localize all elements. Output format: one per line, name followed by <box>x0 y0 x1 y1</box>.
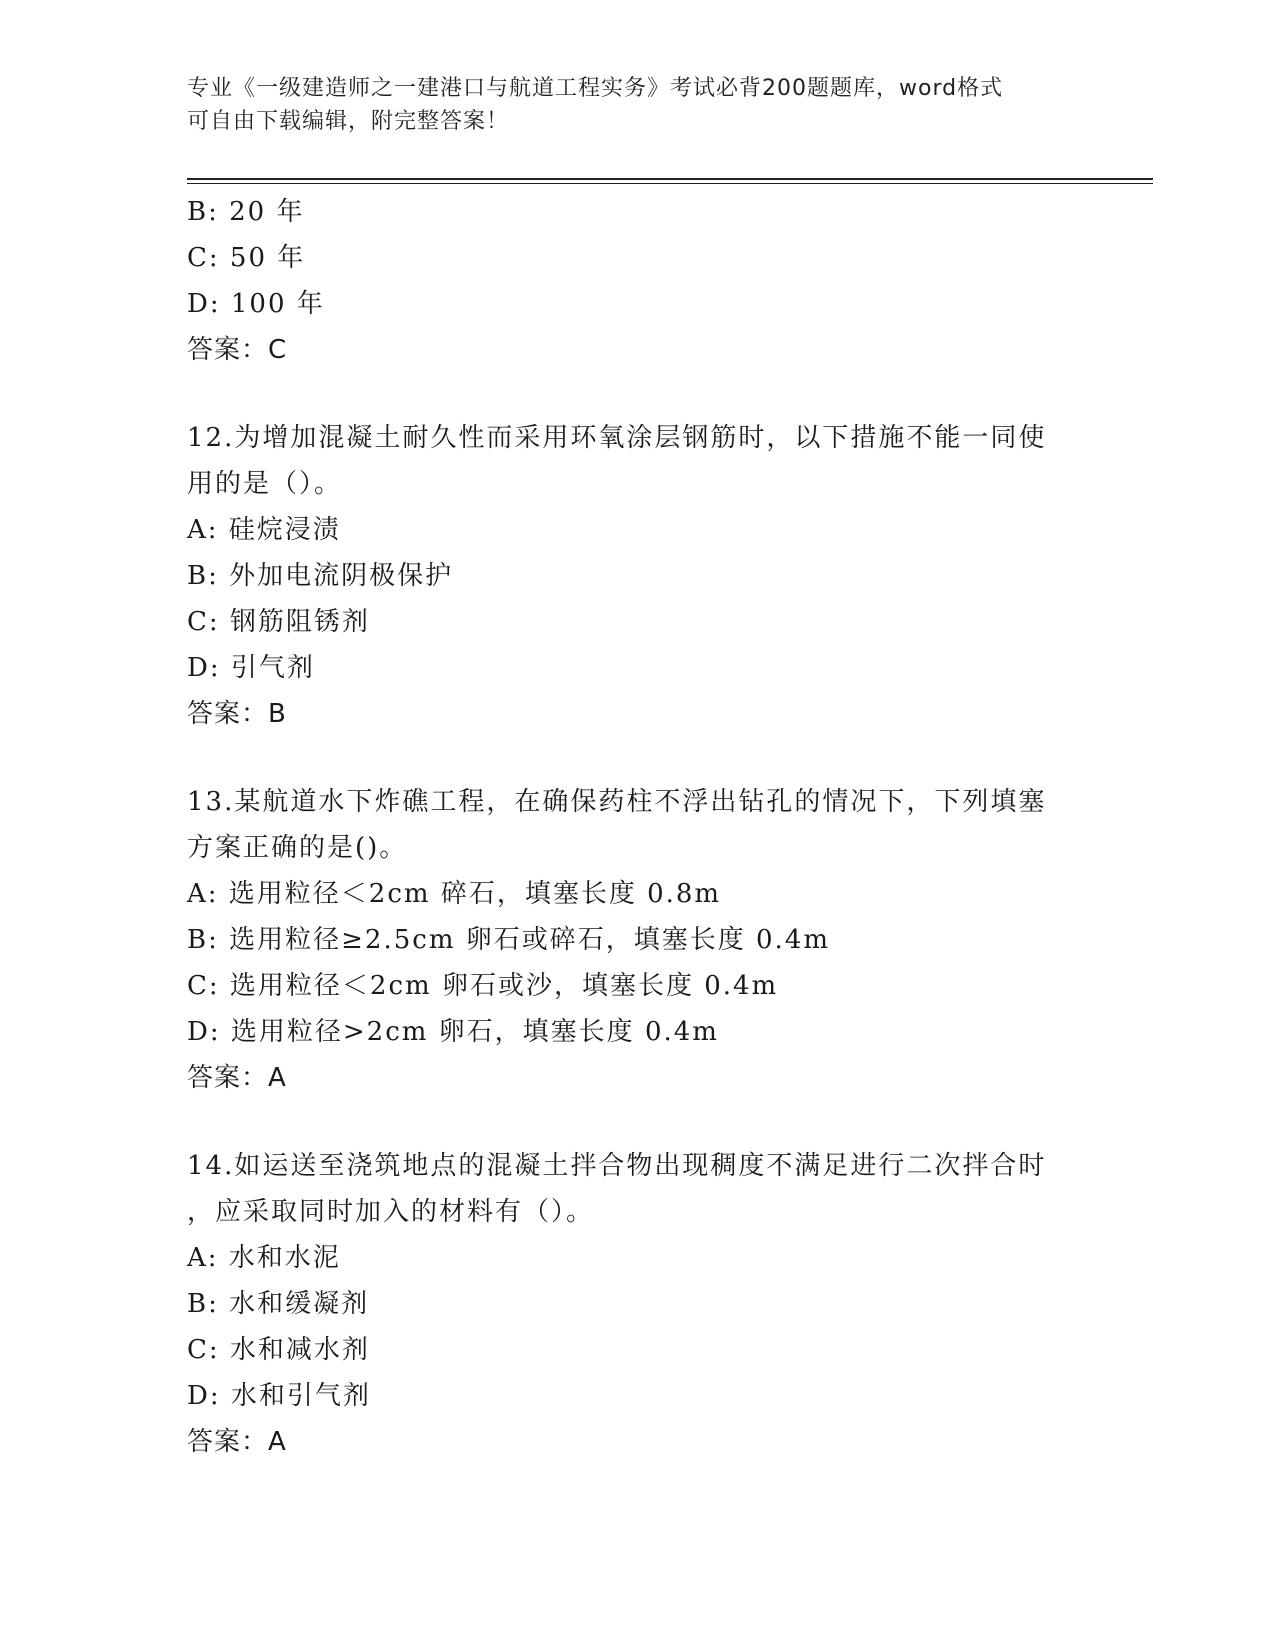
option-d: D: 100 年 <box>187 289 325 319</box>
question-stem: 方案正确的是()。 <box>187 833 408 863</box>
header-line-2: 可自由下载编辑，附完整答案！ <box>187 109 510 134</box>
option-c: C: 选用粒径＜2cm 卵石或沙，填塞长度 0.4m <box>187 971 779 1001</box>
question-stem: 用的是（）。 <box>187 469 343 499</box>
header-rule-thick <box>187 178 1153 180</box>
question-stem: ，应采取同时加入的材料有（）。 <box>187 1197 595 1227</box>
option-b: B: 水和缓凝剂 <box>187 1289 370 1319</box>
option-b: B: 外加电流阴极保护 <box>187 561 454 591</box>
question-stem: 13.某航道水下炸礁工程，在确保药柱不浮出钻孔的情况下，下列填塞 <box>187 787 1047 817</box>
question-14 <box>187 1143 1107 1465</box>
question-stem: 12.为增加混凝土耐久性而采用环氧涂层钢筋时，以下措施不能一同使 <box>187 423 1047 453</box>
answer-line: 答案：B <box>187 699 287 729</box>
answer-line: 答案：A <box>187 1427 287 1457</box>
option-d: D: 选用粒径>2cm 卵石，填塞长度 0.4m <box>187 1017 719 1047</box>
question-12 <box>187 415 1107 737</box>
question-stem: 14.如运送至浇筑地点的混凝土拌合物出现稠度不满足进行二次拌合时 <box>187 1151 1047 1181</box>
document-header <box>187 72 1087 138</box>
answer-line: 答案：A <box>187 1063 287 1093</box>
option-c: C: 水和减水剂 <box>187 1335 370 1365</box>
option-b: B: 选用粒径≥2.5cm 卵石或碎石，填塞长度 0.4m <box>187 925 831 955</box>
question-13 <box>187 779 1107 1101</box>
answer-line: 答案：C <box>187 335 288 365</box>
spacer <box>187 737 1107 779</box>
header-line-1: 专业《一级建造师之一建港口与航道工程实务》考试必背200题题库，word格式 <box>187 76 1004 101</box>
option-c: C: 钢筋阻锈剂 <box>187 607 370 637</box>
option-d: D: 引气剂 <box>187 653 315 683</box>
option-a: A: 选用粒径＜2cm 碎石，填塞长度 0.8m <box>187 879 722 909</box>
option-b: B: 20 年 <box>187 197 305 227</box>
option-d: D: 水和引气剂 <box>187 1381 371 1411</box>
header-rule-thin <box>187 183 1153 184</box>
option-a: A: 水和水泥 <box>187 1243 341 1273</box>
option-a: A: 硅烷浸渍 <box>187 515 341 545</box>
spacer <box>187 373 1107 415</box>
spacer <box>187 1101 1107 1143</box>
option-c: C: 50 年 <box>187 243 306 273</box>
prev-question <box>187 189 1107 373</box>
question-content <box>187 189 1107 1465</box>
